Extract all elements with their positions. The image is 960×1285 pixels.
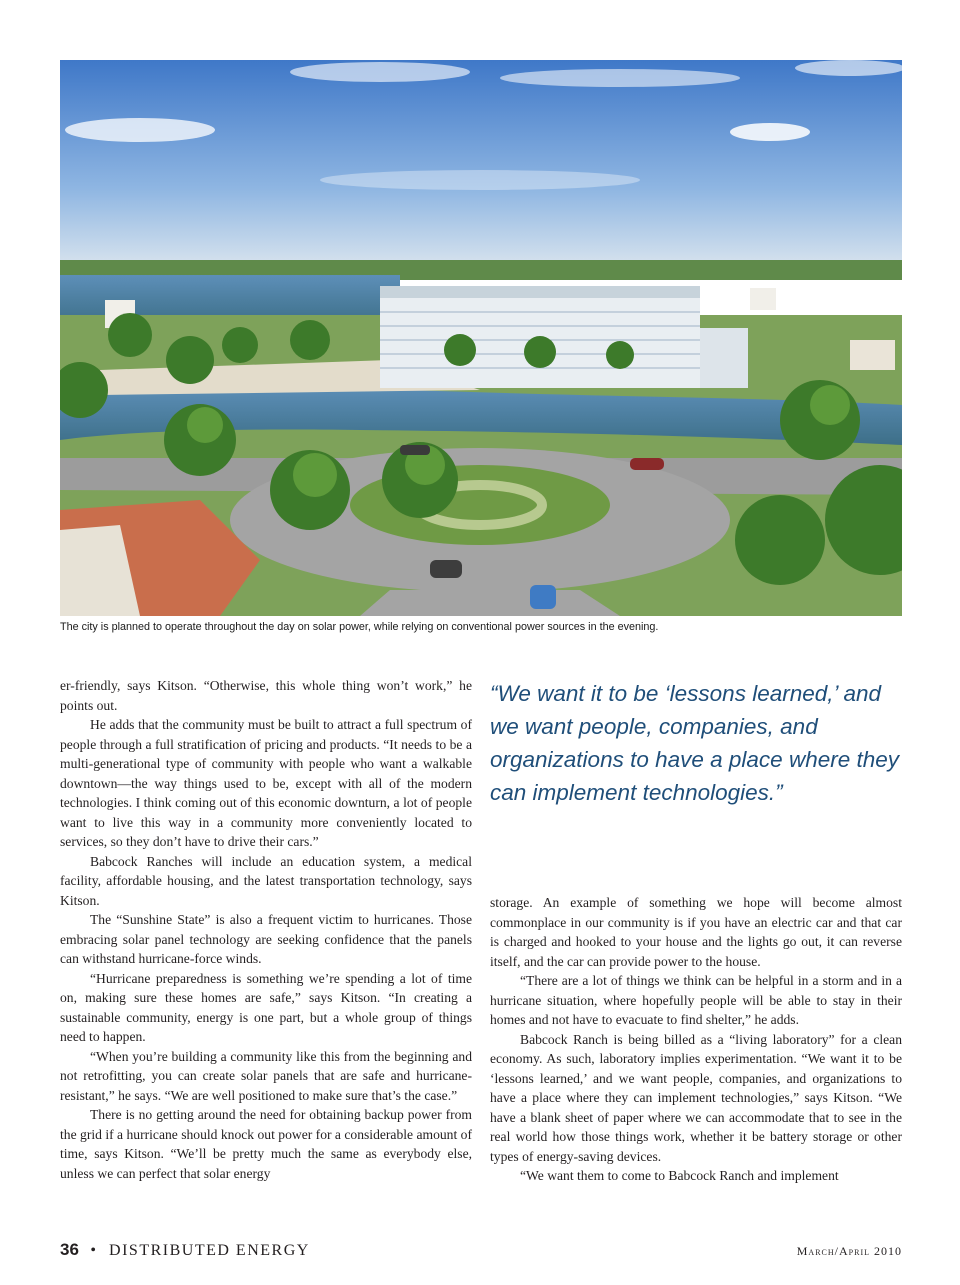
page-number: 36 — [60, 1240, 79, 1259]
paragraph: “When you’re building a community like this from the beginning and not retrofitting, you can create solar panels that are safe and hurricane-resistant,” he says. “We are well positioned to make sure that’s the case.” — [60, 1048, 472, 1103]
paragraph: Babcock Ranches will include an education system, a medical facility, affordable housing, and the latest transportation technology, says Kitson. — [60, 853, 472, 908]
paragraph: There is no getting around the need for obtaining backup power from the grid if a hurricane should knock out power for a considerable amount of time, says Kitson. “We’ll be pretty much the same as everybody else, unless we can perfect that solar energy — [60, 1107, 472, 1181]
paragraph: storage. An example of something we hope will become almost commonplace in our community is if you have an electric car and that car is charged and hooked to your house and the lights go out, it can reverse itself, and the car can provide power to the house. — [490, 895, 902, 969]
paragraph: He adds that the community must be built to attract a full spectrum of people through a full stratification of pricing and products. “It needs to be a multi-generational type of community with people who want a walkable downtown—the way things used to be, except with all of the modern technologies. I think coming out of this economic downturn, a lot of people want to live this way in a community more conveniently located to services, so they don’t have to drive their cars.” — [60, 717, 472, 849]
community-rendering-illustration — [60, 60, 902, 616]
paragraph: er-friendly, says Kitson. “Otherwise, this whole thing won’t work,” he points out. — [60, 678, 472, 713]
photo-caption: The city is planned to operate throughout the day on solar power, while relying on conventional power sources in the evening. — [60, 621, 659, 633]
paragraph: “There are a lot of things we think can be helpful in a storm and in a hurricane situation, where hopefully people will be able to stay in their homes and not have to evacuate to find shelter,” he adds. — [490, 973, 902, 1027]
issue-date: March/April 2010 — [796, 1244, 902, 1258]
article-left-column — [60, 676, 472, 1183]
paragraph: “Hurricane preparedness is something we’re spending a lot of time on, making sure these homes are safe,” says Kitson. “In creating a sustainable community, energy is one part, but a whole group of things need to happen. — [60, 970, 472, 1044]
publication-name: DISTRIBUTED ENERGY — [109, 1242, 310, 1259]
pull-quote: “We want it to be ‘lessons learned,’ and we want people, companies, and organizations to have a place where they can implement technologies.” — [490, 681, 900, 805]
footer-bullet: • — [90, 1242, 98, 1259]
article-right-column — [490, 893, 902, 1186]
rendering-photo — [60, 60, 902, 616]
paragraph: The “Sunshine State” is also a frequent victim to hurricanes. Those embracing solar panel technology are seeking confidence that the panels can withstand hurricane-force winds. — [60, 912, 472, 966]
footer-publication — [60, 1240, 310, 1260]
paragraph: “We want them to come to Babcock Ranch and implement — [520, 1168, 839, 1183]
paragraph: Babcock Ranch is being billed as a “living laboratory” for a clean economy. As such, laboratory implies experimentation. “We want it to be ‘lessons learned,’ and we want people, companies, and organizations to have a place where they can implement technologies,” says Kitson. “We have a blank sheet of paper where we can accommodate that to see in the real world how those things work, whether it be battery storage or other types of energy-saving devices. — [490, 1031, 902, 1164]
